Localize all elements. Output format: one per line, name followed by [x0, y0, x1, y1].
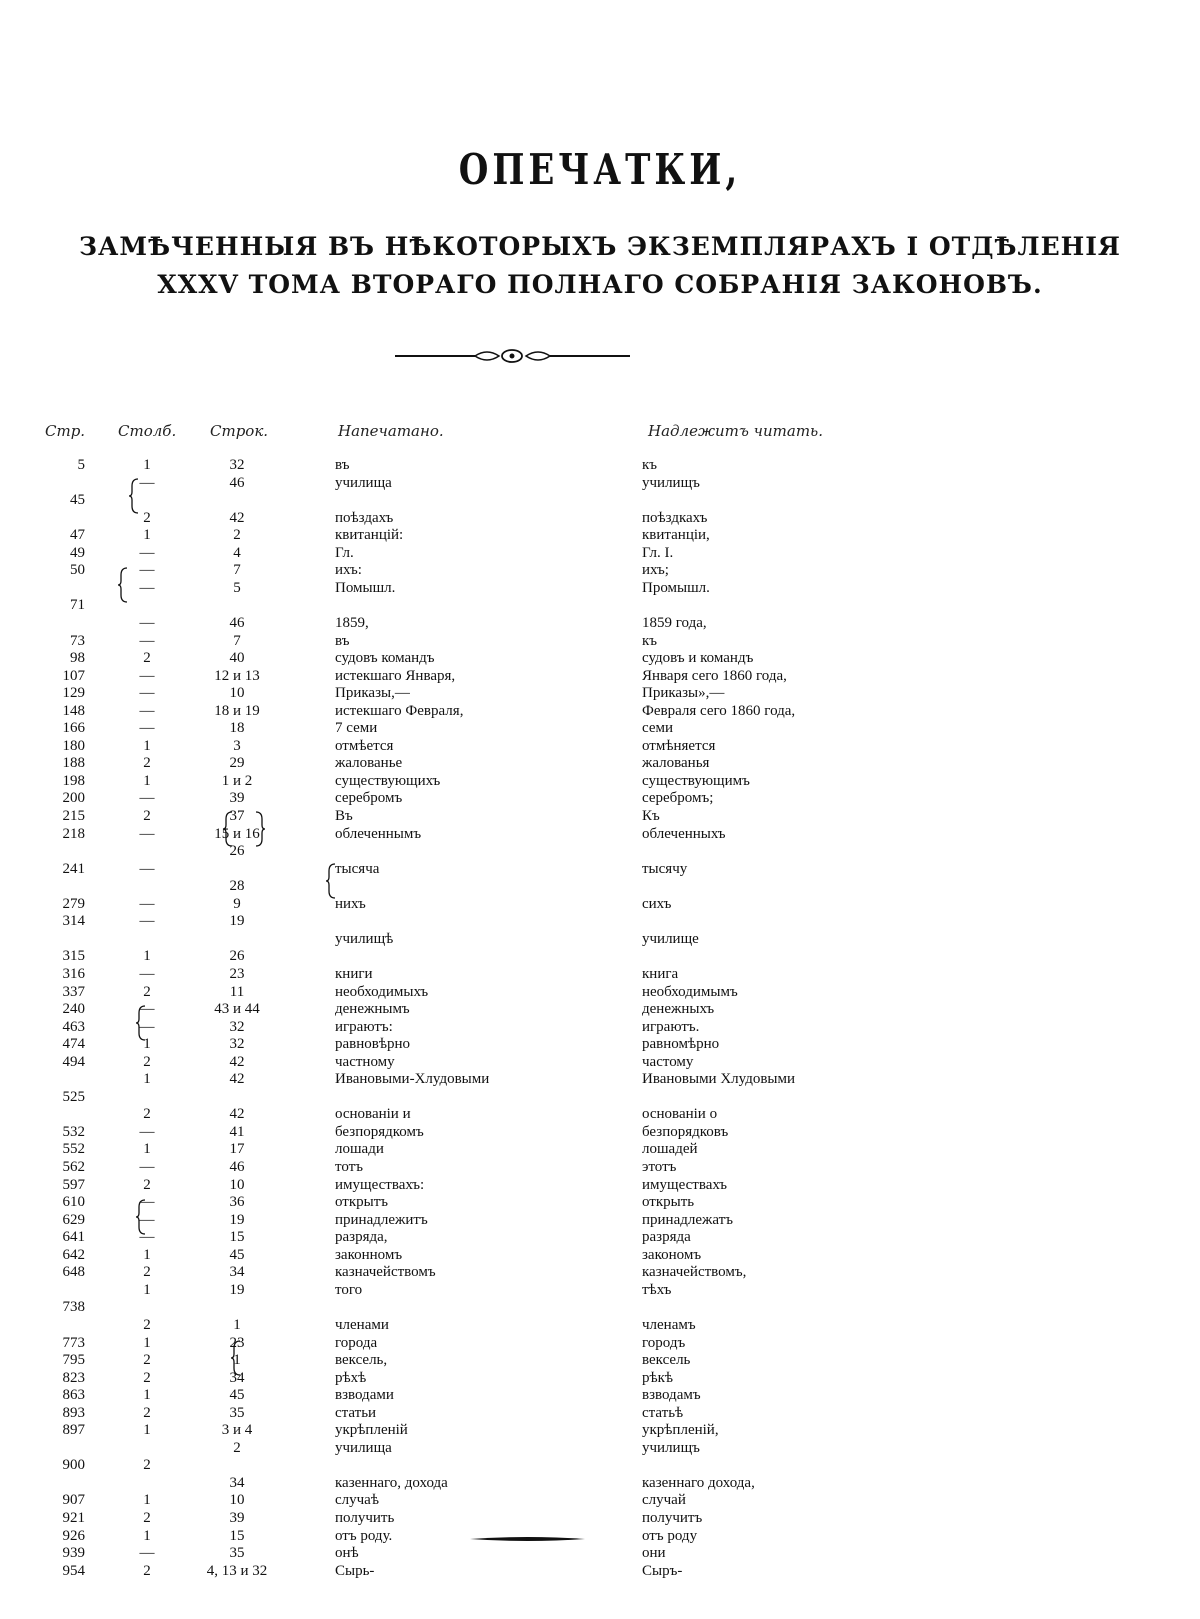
row-9-correct: 1859 года,	[642, 614, 707, 631]
row-44-col: —	[139, 1229, 155, 1246]
subtitle-line-2: XXXV ТОМА ВТОРАГО ПОЛНАГО СОБРАНІЯ ЗАКОНОВЪ.	[157, 270, 1043, 299]
row-18-correct: существующимъ	[642, 772, 750, 789]
row-38-printed: безпорядкомъ	[335, 1123, 424, 1140]
row-57-col: 2	[143, 1457, 151, 1474]
row-41-correct: имуществахъ	[642, 1176, 728, 1193]
subtitle-line-1: ЗАМѢЧЕННЫЯ ВЪ НѢКОТОРЫХЪ ЭКЗЕМПЛЯРАХЪ I ОТДѢЛЕНІЯ	[79, 232, 1121, 261]
row-60-correct: получитъ	[642, 1510, 703, 1526]
row-35-correct: Ивановыми Хлудовыми	[642, 1071, 796, 1088]
row-51-col: 2	[143, 1352, 151, 1369]
row-11-printed: судовъ командъ	[335, 650, 435, 667]
row-3-line: 42	[229, 509, 245, 526]
row-9-line: 46	[229, 614, 245, 631]
brace-71	[117, 567, 129, 603]
row-63-printed: Сырь-	[335, 1562, 375, 1579]
row-41-line: 10	[229, 1176, 245, 1193]
row-37-printed: основаніи и	[335, 1106, 411, 1123]
row-30-correct: необходимымъ	[642, 983, 738, 1000]
page-title: ОПЕЧАТКИ,	[458, 145, 742, 195]
row-52-correct: рѣкѣ	[642, 1369, 674, 1386]
row-54-page: 893	[62, 1404, 85, 1421]
row-14-page: 148	[62, 702, 85, 719]
brace-900	[230, 1340, 242, 1376]
row-11-col: 2	[143, 650, 151, 667]
row-19-printed: серебромъ	[335, 790, 403, 807]
row-25-col: —	[139, 895, 155, 912]
header-page: Стр.	[45, 422, 86, 440]
row-45-page: 642	[62, 1246, 85, 1263]
row-0-col: 1	[143, 457, 151, 473]
header-line: Строк.	[210, 422, 269, 440]
brace-738	[135, 1199, 147, 1235]
row-60-line: 39	[229, 1510, 245, 1526]
row-29-line: 23	[229, 965, 245, 982]
row-15-line: 18	[229, 720, 245, 737]
row-11-page: 98	[70, 650, 85, 667]
row-39-col: 1	[143, 1141, 151, 1158]
row-42-page: 610	[62, 1194, 85, 1211]
header-printed: Напечатано.	[338, 422, 444, 440]
row-0-line: 32	[229, 457, 245, 473]
row-60-printed: получить	[335, 1510, 395, 1526]
row-30-line: 11	[229, 983, 245, 1000]
row-16-printed: отмѣется	[335, 737, 394, 754]
row-45-printed: законномъ	[335, 1246, 403, 1263]
row-35-printed: Ивановыми-Хлудовыми	[335, 1071, 490, 1088]
row-55-col: 1	[143, 1422, 151, 1439]
row-40-line: 46	[229, 1159, 245, 1175]
row-42-line: 36	[229, 1194, 245, 1211]
row-19-correct: серебромъ;	[642, 790, 714, 807]
row-42-correct: открыть	[642, 1194, 695, 1211]
row-49-col: 2	[143, 1316, 151, 1333]
row-50-col: 1	[143, 1334, 151, 1351]
row-20-line: 37	[229, 808, 245, 824]
row-53-printed: взводами	[335, 1387, 394, 1404]
row-58-line: 34	[229, 1474, 245, 1491]
row-12-col: —	[139, 667, 155, 684]
row-4-col: 1	[143, 527, 151, 544]
row-58-printed: казеннаго, дохода	[335, 1474, 448, 1491]
row-34-col: 2	[143, 1053, 151, 1070]
row-42-col: —	[139, 1194, 155, 1211]
row-19-line: 39	[229, 790, 245, 807]
row-59-col: 1	[143, 1492, 151, 1509]
row-11-correct: судовъ и командъ	[642, 650, 754, 667]
row-49-printed: членами	[335, 1316, 389, 1333]
row-0-correct: къ	[642, 457, 658, 473]
row-19-col: —	[139, 790, 155, 807]
row-44-page: 641	[62, 1229, 85, 1246]
row-4-page: 47	[70, 527, 85, 544]
row-25-page: 279	[62, 895, 85, 912]
row-54-correct: статьѣ	[642, 1404, 684, 1421]
row-31-correct: денежныхъ	[642, 1001, 715, 1018]
row-57-page: 900	[62, 1457, 85, 1474]
row-31-col: —	[139, 1001, 155, 1018]
row-47-correct: тѣхъ	[642, 1281, 672, 1298]
row-38-col: —	[139, 1123, 155, 1140]
row-38-line: 41	[229, 1123, 245, 1140]
row-40-correct: этотъ	[642, 1159, 677, 1175]
row-18-col: 1	[143, 772, 151, 789]
row-1-printed: училища	[335, 474, 392, 491]
row-40-col: —	[139, 1159, 155, 1175]
row-17-line: 29	[229, 755, 245, 772]
row-43-col: —	[139, 1211, 155, 1228]
row-12-printed: истекшаго Января,	[335, 667, 456, 684]
end-rule	[470, 1534, 585, 1544]
row-55-line: 3 и 4	[221, 1422, 253, 1439]
row-44-line: 15	[229, 1229, 245, 1246]
row-0-page: 5	[77, 457, 85, 473]
row-29-correct: книга	[642, 965, 679, 982]
row-53-col: 1	[143, 1387, 151, 1404]
row-16-line: 3	[233, 737, 241, 754]
row-13-col: —	[139, 685, 155, 702]
header-column: Столб.	[118, 422, 177, 440]
row-32-printed: играютъ:	[335, 1018, 393, 1035]
row-50-line: 23	[229, 1334, 245, 1351]
row-15-correct: семи	[642, 720, 674, 737]
row-43-line: 19	[229, 1211, 245, 1228]
row-58-correct: казеннаго дохода,	[642, 1474, 755, 1491]
row-61-correct: отъ роду	[642, 1527, 698, 1544]
row-32-line: 32	[229, 1018, 245, 1035]
row-41-printed: имуществахъ:	[335, 1176, 425, 1193]
row-7-col: —	[139, 579, 155, 596]
row-30-printed: необходимыхъ	[335, 983, 429, 1000]
row-39-printed: лошади	[335, 1141, 384, 1158]
row-47-col: 1	[143, 1281, 151, 1298]
row-21-col: —	[139, 825, 155, 842]
row-49-correct: членамъ	[642, 1316, 696, 1333]
row-46-line: 34	[229, 1264, 245, 1281]
row-46-correct: казначействомъ,	[642, 1264, 747, 1281]
row-1-correct: училищъ	[642, 474, 700, 491]
row-10-line: 7	[233, 632, 241, 649]
row-61-col: 1	[143, 1527, 151, 1544]
row-28-page: 315	[62, 948, 85, 965]
row-17-printed: жалованье	[335, 755, 403, 772]
row-51-line: 1	[233, 1352, 241, 1369]
row-44-printed: разряда,	[335, 1229, 388, 1246]
row-14-line: 18 и 19	[214, 702, 260, 719]
row-5-printed: Гл.	[335, 544, 354, 561]
row-36-page: 525	[62, 1088, 85, 1105]
row-14-col: —	[139, 702, 155, 719]
row-23-col: —	[139, 860, 155, 877]
row-26-col: —	[139, 913, 155, 930]
row-21-page: 218	[62, 825, 85, 842]
row-55-page: 897	[62, 1422, 85, 1439]
row-50-correct: городъ	[642, 1334, 686, 1351]
row-52-printed: рѣхѣ	[335, 1369, 367, 1386]
row-17-col: 2	[143, 755, 151, 772]
row-33-printed: равновѣрно	[335, 1036, 411, 1053]
row-15-page: 166	[62, 720, 85, 737]
row-21-printed: облеченнымъ	[335, 825, 422, 842]
row-63-correct: Сыръ-	[642, 1562, 683, 1579]
row-13-correct: Приказы»,—	[642, 685, 725, 702]
row-10-page: 73	[70, 632, 85, 649]
row-30-col: 2	[143, 983, 151, 1000]
row-34-printed: частному	[335, 1053, 395, 1070]
row-38-correct: безпорядковъ	[642, 1123, 729, 1140]
row-19-page: 200	[62, 790, 85, 807]
row-61-page: 926	[62, 1527, 85, 1544]
row-6-line: 7	[233, 562, 241, 579]
row-25-printed: нихъ	[335, 895, 366, 912]
brace-241-right	[254, 811, 266, 847]
row-43-printed: принадлежитъ	[335, 1211, 428, 1228]
row-12-line: 12 и 13	[214, 667, 260, 684]
row-50-printed: города	[335, 1334, 378, 1351]
row-9-printed: 1859,	[335, 614, 369, 631]
row-61-line: 15	[229, 1527, 245, 1544]
row-61-printed: отъ роду.	[335, 1527, 393, 1544]
row-46-col: 2	[143, 1264, 151, 1281]
row-15-col: —	[139, 720, 155, 737]
row-42-printed: открытъ	[335, 1194, 389, 1211]
row-29-page: 316	[62, 965, 85, 982]
row-54-printed: статьи	[335, 1404, 377, 1421]
row-9-col: —	[139, 614, 155, 631]
row-5-page: 49	[70, 544, 85, 561]
row-37-col: 2	[143, 1106, 151, 1123]
row-32-correct: играютъ.	[642, 1018, 700, 1035]
row-62-correct: они	[642, 1545, 666, 1562]
row-59-line: 10	[229, 1492, 245, 1509]
row-20-col: 2	[143, 808, 151, 824]
row-48-page: 738	[62, 1299, 85, 1316]
row-20-printed: Въ	[335, 808, 353, 824]
row-31-page: 240	[62, 1001, 85, 1018]
row-39-line: 17	[229, 1141, 245, 1158]
header-correct: Надлежитъ читать.	[648, 422, 823, 440]
row-39-page: 552	[62, 1141, 85, 1158]
row-16-col: 1	[143, 737, 151, 754]
row-51-correct: вексель	[642, 1352, 691, 1369]
row-23-correct: тысячу	[642, 860, 688, 877]
brace-525	[135, 1005, 147, 1041]
row-56-printed: училища	[335, 1439, 392, 1456]
row-62-printed: онѣ	[335, 1545, 359, 1562]
row-45-line: 45	[229, 1246, 245, 1263]
row-32-page: 463	[62, 1018, 85, 1035]
row-3-correct: поѣздкахъ	[642, 509, 708, 526]
row-53-correct: взводамъ	[642, 1387, 701, 1404]
row-39-correct: лошадей	[642, 1141, 698, 1158]
row-56-line: 2	[233, 1439, 241, 1456]
row-33-page: 474	[62, 1036, 85, 1053]
row-33-correct: равномѣрно	[642, 1036, 720, 1053]
row-35-line: 42	[229, 1071, 245, 1088]
row-54-line: 35	[229, 1404, 245, 1421]
row-46-page: 648	[62, 1264, 85, 1281]
row-49-line: 1	[233, 1316, 241, 1333]
row-31-line: 43 и 44	[214, 1001, 260, 1018]
row-30-page: 337	[62, 983, 85, 1000]
row-27-printed: училищѣ	[335, 930, 394, 947]
row-56-correct: училищъ	[642, 1439, 700, 1456]
row-46-printed: казначействомъ	[335, 1264, 436, 1281]
row-34-line: 42	[229, 1053, 245, 1070]
row-62-line: 35	[229, 1545, 245, 1562]
row-24-line: 28	[229, 878, 245, 895]
row-20-page: 215	[62, 808, 85, 824]
row-31-printed: денежнымъ	[335, 1001, 410, 1018]
row-22-line: 26	[229, 843, 245, 860]
row-5-line: 4	[233, 544, 241, 561]
row-55-printed: укрѣпленій	[335, 1422, 408, 1439]
row-5-col: —	[139, 544, 155, 561]
row-29-printed: книги	[335, 965, 373, 982]
row-10-col: —	[139, 632, 155, 649]
row-21-correct: облеченныхъ	[642, 825, 726, 842]
row-63-col: 2	[143, 1562, 151, 1579]
row-14-printed: истекшаго Февраля,	[335, 702, 464, 719]
row-41-page: 597	[62, 1176, 85, 1193]
row-16-correct: отмѣняется	[642, 737, 716, 754]
row-25-line: 9	[233, 895, 241, 912]
row-7-correct: Промышл.	[642, 579, 710, 596]
row-3-col: 2	[143, 509, 151, 526]
row-1-line: 46	[229, 474, 245, 491]
row-6-col: —	[139, 562, 155, 579]
row-28-line: 26	[229, 948, 245, 965]
row-18-printed: существующихъ	[335, 772, 441, 789]
row-14-correct: Февраля сего 1860 года,	[642, 702, 796, 719]
row-43-page: 629	[62, 1211, 85, 1228]
row-18-line: 1 и 2	[221, 772, 253, 789]
row-18-page: 198	[62, 772, 85, 789]
row-59-correct: случай	[642, 1492, 686, 1509]
row-60-col: 2	[143, 1510, 151, 1526]
row-63-page: 954	[62, 1562, 85, 1579]
row-23-page: 241	[62, 860, 85, 877]
row-53-line: 45	[229, 1387, 245, 1404]
row-34-page: 494	[62, 1053, 85, 1070]
row-13-printed: Приказы,—	[335, 685, 410, 702]
row-25-correct: сихъ	[642, 895, 672, 912]
row-23-printed: тысяча	[335, 860, 380, 877]
row-2-page: 45	[70, 492, 85, 509]
row-50-page: 773	[62, 1334, 85, 1351]
row-62-page: 939	[62, 1545, 85, 1562]
row-28-col: 1	[143, 948, 151, 965]
row-40-page: 562	[62, 1159, 85, 1175]
row-6-printed: ихъ:	[335, 562, 362, 579]
row-26-page: 314	[62, 913, 85, 930]
row-4-printed: квитанцій:	[335, 527, 404, 544]
row-60-page: 921	[62, 1510, 85, 1526]
row-21-line: 15 и 16	[214, 825, 260, 842]
row-32-col: —	[139, 1018, 155, 1035]
row-52-col: 2	[143, 1369, 151, 1386]
row-59-page: 907	[62, 1492, 85, 1509]
row-13-page: 129	[62, 685, 85, 702]
row-8-page: 71	[70, 597, 85, 614]
row-17-correct: жалованья	[642, 755, 710, 772]
brace-314	[325, 863, 337, 899]
row-37-line: 42	[229, 1106, 245, 1123]
row-7-line: 5	[233, 579, 241, 596]
row-4-line: 2	[233, 527, 241, 544]
brace-241-left	[222, 811, 234, 847]
row-35-col: 1	[143, 1071, 151, 1088]
row-51-printed: вексель,	[335, 1352, 388, 1369]
row-33-line: 32	[229, 1036, 245, 1053]
row-34-correct: частому	[642, 1053, 694, 1070]
row-20-correct: Къ	[642, 808, 660, 824]
row-10-printed: въ	[335, 632, 350, 649]
row-63-line: 4, 13 и 32	[206, 1562, 268, 1579]
row-54-col: 2	[143, 1404, 151, 1421]
ornament-divider	[395, 345, 630, 367]
row-52-line: 34	[229, 1369, 245, 1386]
row-15-printed: 7 семи	[335, 720, 378, 737]
row-3-printed: поѣздахъ	[335, 509, 394, 526]
row-43-correct: принадлежатъ	[642, 1211, 733, 1228]
row-33-col: 1	[143, 1036, 151, 1053]
row-16-page: 180	[62, 737, 85, 754]
row-29-col: —	[139, 965, 155, 982]
row-40-printed: тотъ	[335, 1159, 363, 1175]
row-45-correct: закономъ	[642, 1246, 702, 1263]
row-59-printed: случаѣ	[335, 1492, 379, 1509]
row-62-col: —	[139, 1545, 155, 1562]
row-7-printed: Помышл.	[335, 579, 396, 596]
row-37-correct: основаніи о	[642, 1106, 718, 1123]
row-11-line: 40	[229, 650, 245, 667]
row-1-col: —	[139, 474, 155, 491]
row-52-page: 823	[62, 1369, 85, 1386]
row-41-col: 2	[143, 1176, 151, 1193]
brace-45	[128, 478, 140, 514]
row-12-correct: Января сего 1860 года,	[642, 667, 787, 684]
row-47-line: 19	[229, 1281, 245, 1298]
row-45-col: 1	[143, 1246, 151, 1263]
row-53-page: 863	[62, 1387, 85, 1404]
row-38-page: 532	[62, 1123, 85, 1140]
row-26-line: 19	[229, 913, 245, 930]
row-55-correct: укрѣпленій,	[642, 1422, 719, 1439]
row-0-printed: въ	[335, 457, 350, 473]
row-51-page: 795	[62, 1352, 85, 1369]
row-47-printed: того	[335, 1281, 363, 1298]
row-17-page: 188	[62, 755, 85, 772]
row-4-correct: квитанціи,	[642, 527, 710, 544]
row-27-correct: училище	[642, 930, 699, 947]
row-6-page: 50	[70, 562, 85, 579]
row-12-page: 107	[62, 667, 85, 684]
row-10-correct: къ	[642, 632, 658, 649]
row-13-line: 10	[229, 685, 245, 702]
row-6-correct: ихъ;	[642, 562, 669, 579]
row-5-correct: Гл. I.	[642, 544, 674, 561]
row-44-correct: разряда	[642, 1229, 691, 1246]
